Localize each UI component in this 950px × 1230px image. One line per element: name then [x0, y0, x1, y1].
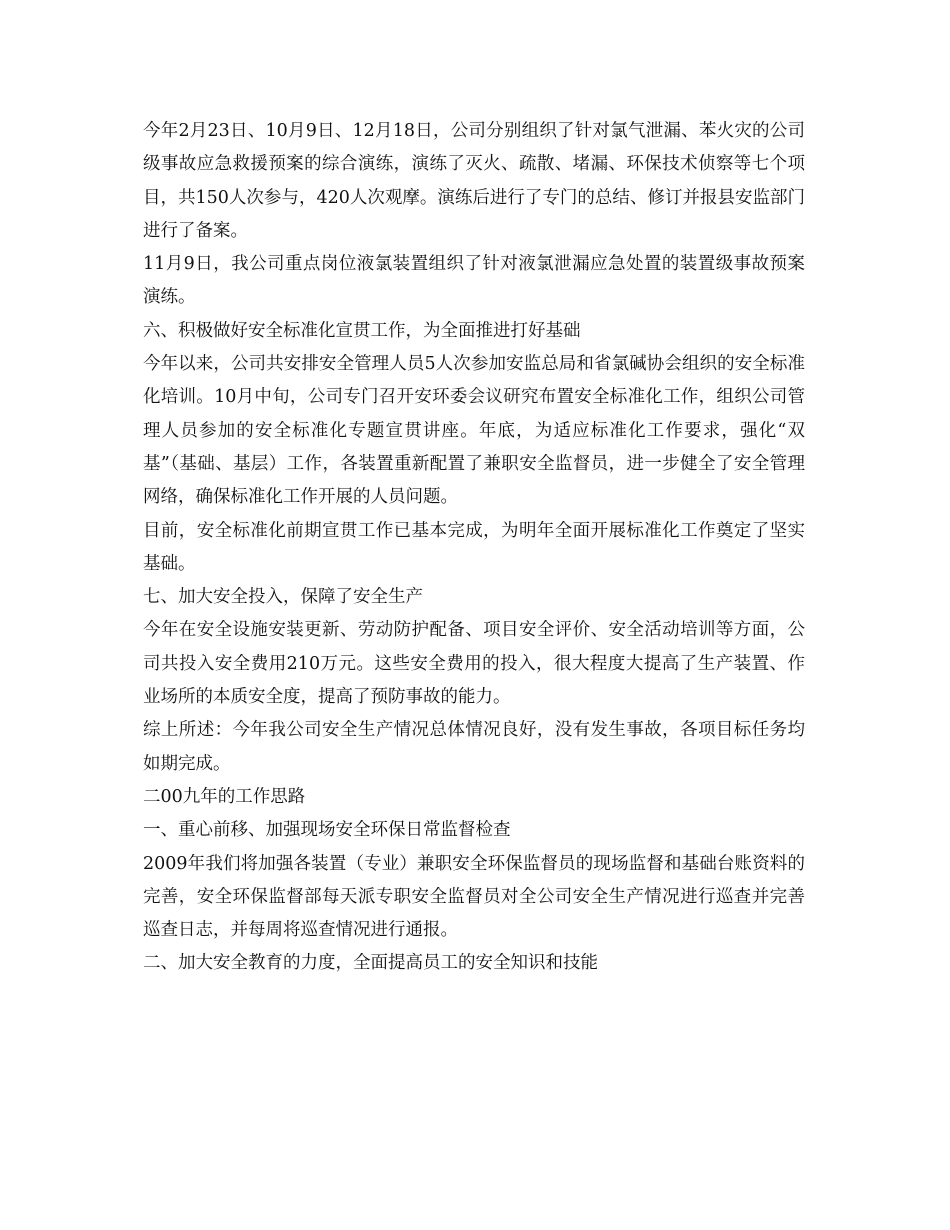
- document-page: [143, 115, 805, 981]
- paragraph-standardization-status: 目前，安全标准化前期宣贯工作已基本完成，为明年全面开展标准化工作奠定了坚实基础。: [143, 520, 805, 574]
- subheading-two: 二、加大安全教育的力度，全面提高员工的安全知识和技能: [143, 953, 598, 974]
- paragraph-drill-summary: 今年2月23日、10月9日、12月18日，公司分别组织了针对氯气泄漏、苯火灾的公司级事故应急救援预案的综合演练，演练了灭火、疏散、堵漏、环保技术侦察等七个项目，共150人次参与，420人次观摩。演练后进行了专门的总结、修订并报县安监部门进行了备案。: [143, 121, 805, 241]
- section-heading-2009-plan: 二00九年的工作思路: [143, 786, 306, 807]
- paragraph-chlorine-drill: 11月9日，我公司重点岗位液氯装置组织了针对液氯泄漏应急处置的装置级事故预案演练。: [143, 254, 805, 308]
- section-heading-seven: 七、加大安全投入，保障了安全生产: [143, 587, 423, 608]
- paragraph-supervision-plan: 2009年我们将加强各装置（专业）兼职安全环保监督员的现场监督和基础台账资料的完善，安全环保监督部每天派专职安全监督员对全公司安全生产情况进行巡查并完善巡查日志，并每周将巡查情况进行通报。: [143, 853, 805, 941]
- subheading-one: 一、重心前移、加强现场安全环保日常监督检查: [143, 820, 511, 841]
- paragraph-safety-investment: 今年在安全设施安装更新、劳动防护配备、项目安全评价、安全活动培训等方面，公司共投入安全费用210万元。这些安全费用的投入，很大程度大提高了生产装置、作业场所的本质安全度，提高了预防事故的能力。: [143, 620, 805, 708]
- section-heading-six: 六、积极做好安全标准化宣贯工作，为全面推进打好基础: [143, 320, 581, 341]
- paragraph-summary: 综上所述：今年我公司安全生产情况总体情况良好，没有发生事故，各项目标任务均如期完成。: [143, 720, 805, 774]
- paragraph-standardization-training: 今年以来，公司共安排安全管理人员5人次参加安监总局和省氯碱协会组织的安全标准化培训。10月中旬，公司专门召开安环委会议研究布置安全标准化工作，组织公司管理人员参加的安全标准化专题宣贯讲座。年底，为适应标准化工作要求，强化“双基”（基础、基层）工作，各装置重新配置了兼职安全监督员，进一步健全了安全管理网络，确保标准化工作开展的人员问题。: [143, 354, 805, 508]
